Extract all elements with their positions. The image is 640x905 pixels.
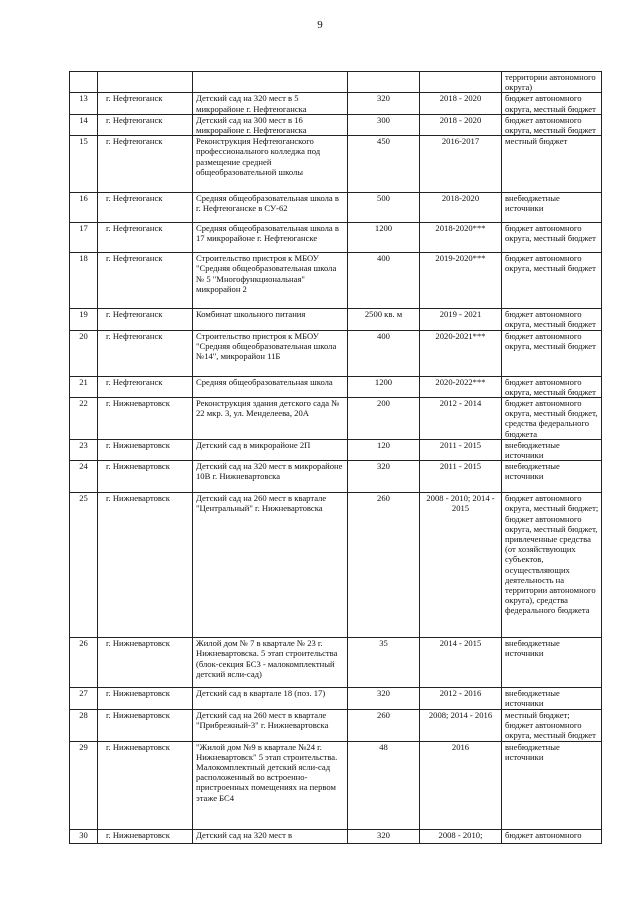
row-number: 22 xyxy=(70,398,98,440)
capacity-cell: 1200 xyxy=(348,223,420,253)
city-cell: г. Нижневартовск xyxy=(98,461,193,493)
capacity-cell: 260 xyxy=(348,709,420,741)
city-cell: г. Нефтеюганск xyxy=(98,93,193,114)
capacity-cell xyxy=(348,72,420,93)
table-body xyxy=(70,72,602,844)
city-cell: г. Нижневартовск xyxy=(98,439,193,460)
city-cell: г. Нижневартовск xyxy=(98,829,193,843)
row-number: 19 xyxy=(70,309,98,330)
table-row xyxy=(70,136,602,193)
capacity-cell: 450 xyxy=(348,136,420,193)
table-row xyxy=(70,72,602,93)
capacity-cell: 400 xyxy=(348,253,420,309)
row-number: 13 xyxy=(70,93,98,114)
capacity-cell: 1200 xyxy=(348,376,420,397)
object-cell: Строительство пристроя к МБОУ "Средняя общеобразовательная школа №14", микрорайон 11Б xyxy=(193,330,348,376)
object-cell: Детский сад на 320 мест в 5 микрорайоне г. Нефтеюганска xyxy=(193,93,348,114)
period-cell: 2018 - 2020 xyxy=(420,114,502,135)
funding-source-cell: бюджет автономного округа, местный бюджет xyxy=(502,330,602,376)
table-row xyxy=(70,688,602,709)
object-cell: Средняя общеобразовательная школа в г. Нефтеюганске в СУ-62 xyxy=(193,193,348,223)
city-cell: г. Нефтеюганск xyxy=(98,193,193,223)
object-cell: Жилой дом № 7 в квартале № 23 г. Нижневартовска. 5 этап строительства (блок-секция БС3 - малокомплектный детский ясли-сад) xyxy=(193,638,348,688)
object-cell: "Жилой дом №9 в квартале №24 г. Нижневартовск" 5 этап строительства. Малокомплектный детский ясли-сад расположенный во встроенно-пристроенных помещениях на первом этаже БС4 xyxy=(193,741,348,829)
table-row xyxy=(70,461,602,493)
period-cell: 2018-2020 xyxy=(420,193,502,223)
row-number: 21 xyxy=(70,376,98,397)
city-cell: г. Нефтеюганск xyxy=(98,223,193,253)
period-cell: 2011 - 2015 xyxy=(420,439,502,460)
city-cell: г. Нефтеюганск xyxy=(98,376,193,397)
row-number: 15 xyxy=(70,136,98,193)
city-cell: г. Нижневартовск xyxy=(98,688,193,709)
row-number: 27 xyxy=(70,688,98,709)
period-cell: 2008; 2014 - 2016 xyxy=(420,709,502,741)
capacity-cell: 48 xyxy=(348,741,420,829)
object-cell: Детский сад на 320 мест в xyxy=(193,829,348,843)
funding-source-cell: бюджет автономного xyxy=(502,829,602,843)
city-cell: г. Нижневартовск xyxy=(98,493,193,638)
capacity-cell: 500 xyxy=(348,193,420,223)
city-cell: г. Нефтеюганск xyxy=(98,330,193,376)
row-number: 23 xyxy=(70,439,98,460)
row-number: 28 xyxy=(70,709,98,741)
row-number: 14 xyxy=(70,114,98,135)
object-cell: Детский сад на 320 мест в микрорайоне 10В г. Нижневартовска xyxy=(193,461,348,493)
page-number: 9 xyxy=(317,19,323,31)
capacity-cell: 320 xyxy=(348,93,420,114)
city-cell: г. Нижневартовск xyxy=(98,638,193,688)
funding-source-cell: внебюджетные источники xyxy=(502,193,602,223)
table-row xyxy=(70,376,602,397)
funding-source-cell: внебюджетные источники xyxy=(502,741,602,829)
city-cell: г. Нефтеюганск xyxy=(98,309,193,330)
row-number: 25 xyxy=(70,493,98,638)
construction-table xyxy=(69,71,602,844)
table-row xyxy=(70,439,602,460)
funding-source-cell: внебюджетные источники xyxy=(502,461,602,493)
capacity-cell: 35 xyxy=(348,638,420,688)
city-cell: г. Нижневартовск xyxy=(98,709,193,741)
table-row xyxy=(70,93,602,114)
capacity-cell: 320 xyxy=(348,461,420,493)
capacity-cell: 260 xyxy=(348,493,420,638)
city-cell: г. Нефтеюганск xyxy=(98,114,193,135)
object-cell xyxy=(193,72,348,93)
table-row xyxy=(70,493,602,638)
funding-source-cell: бюджет автономного округа, местный бюджет, средства федерального бюджета xyxy=(502,398,602,440)
capacity-cell: 120 xyxy=(348,439,420,460)
funding-source-cell: бюджет автономного округа, местный бюджет xyxy=(502,253,602,309)
period-cell: 2012 - 2016 xyxy=(420,688,502,709)
capacity-cell: 200 xyxy=(348,398,420,440)
object-cell: Детский сад на 260 мест в квартале "Прибрежный-3" г. Нижневартовска xyxy=(193,709,348,741)
period-cell: 2018 - 2020 xyxy=(420,93,502,114)
object-cell: Детский сад на 300 мест в 16 микрорайоне г. Нефтеюганска xyxy=(193,114,348,135)
capacity-cell: 400 xyxy=(348,330,420,376)
period-cell: 2014 - 2015 xyxy=(420,638,502,688)
row-number: 17 xyxy=(70,223,98,253)
period-cell: 2016 xyxy=(420,741,502,829)
period-cell xyxy=(420,72,502,93)
row-number xyxy=(70,72,98,93)
city-cell: г. Нефтеюганск xyxy=(98,136,193,193)
table-row xyxy=(70,253,602,309)
row-number: 18 xyxy=(70,253,98,309)
funding-source-cell: внебюджетные источники xyxy=(502,638,602,688)
capacity-cell: 320 xyxy=(348,688,420,709)
table-row xyxy=(70,330,602,376)
table-row xyxy=(70,223,602,253)
city-cell xyxy=(98,72,193,93)
table-row xyxy=(70,309,602,330)
object-cell: Детский сад в квартале 18 (поз. 17) xyxy=(193,688,348,709)
period-cell: 2008 - 2010; 2014 - 2015 xyxy=(420,493,502,638)
period-cell: 2019 - 2021 xyxy=(420,309,502,330)
object-cell: Реконструкция здания детского сада № 22 мкр. 3, ул. Менделеева, 20А xyxy=(193,398,348,440)
table-row xyxy=(70,638,602,688)
city-cell: г. Нижневартовск xyxy=(98,398,193,440)
funding-source-cell: внебюджетные источники xyxy=(502,439,602,460)
funding-source-cell: бюджет автономного округа, местный бюджет xyxy=(502,93,602,114)
city-cell: г. Нижневартовск xyxy=(98,741,193,829)
period-cell: 2018-2020*** xyxy=(420,223,502,253)
funding-source-cell: бюджет автономного округа, местный бюджет xyxy=(502,309,602,330)
funding-source-cell: бюджет автономного округа, местный бюджет; бюджет автономного округа, местный бюджет, привлеченные средства (от хозяйствующих субъектов, осуществляющих деятельность на территории автономного округа), средства федерального бюджета xyxy=(502,493,602,638)
table-row xyxy=(70,709,602,741)
object-cell: Детский сад в микрорайоне 2П xyxy=(193,439,348,460)
period-cell: 2020-2021*** xyxy=(420,330,502,376)
funding-source-cell: бюджет автономного округа, местный бюджет xyxy=(502,223,602,253)
object-cell: Строительство пристроя к МБОУ "Средняя общеобразовательная школа № 5 "Многофункциональная" микрорайон 2 xyxy=(193,253,348,309)
period-cell: 2011 - 2015 xyxy=(420,461,502,493)
object-cell: Средняя общеобразовательная школа в 17 микрорайоне г. Нефтеюганске xyxy=(193,223,348,253)
table-row xyxy=(70,114,602,135)
capacity-cell: 300 xyxy=(348,114,420,135)
object-cell: Детский сад на 260 мест в квартале "Центральный" г. Нижневартовска xyxy=(193,493,348,638)
period-cell: 2020-2022*** xyxy=(420,376,502,397)
funding-source-cell: бюджет автономного округа, местный бюджет xyxy=(502,376,602,397)
period-cell: 2012 - 2014 xyxy=(420,398,502,440)
table-row xyxy=(70,741,602,829)
row-number: 20 xyxy=(70,330,98,376)
table-row xyxy=(70,829,602,843)
row-number: 16 xyxy=(70,193,98,223)
row-number: 30 xyxy=(70,829,98,843)
funding-source-cell: местный бюджет xyxy=(502,136,602,193)
period-cell: 2016-2017 xyxy=(420,136,502,193)
table-row xyxy=(70,193,602,223)
funding-source-cell: местный бюджет; бюджет автономного округа, местный бюджет xyxy=(502,709,602,741)
object-cell: Средняя общеобразовательная школа xyxy=(193,376,348,397)
object-cell: Комбинат школьного питания xyxy=(193,309,348,330)
row-number: 26 xyxy=(70,638,98,688)
row-number: 29 xyxy=(70,741,98,829)
funding-source-cell: бюджет автономного округа, местный бюджет xyxy=(502,114,602,135)
funding-source-cell: территории автономного округа) xyxy=(502,72,602,93)
city-cell: г. Нефтеюганск xyxy=(98,253,193,309)
row-number: 24 xyxy=(70,461,98,493)
capacity-cell: 2500 кв. м xyxy=(348,309,420,330)
capacity-cell: 320 xyxy=(348,829,420,843)
period-cell: 2019-2020*** xyxy=(420,253,502,309)
funding-source-cell: внебюджетные источники xyxy=(502,688,602,709)
table-row xyxy=(70,398,602,440)
object-cell: Реконструкция Нефтеюганского профессионального колледжа под размещение средней общеобразовательной школы xyxy=(193,136,348,193)
period-cell: 2008 - 2010; xyxy=(420,829,502,843)
